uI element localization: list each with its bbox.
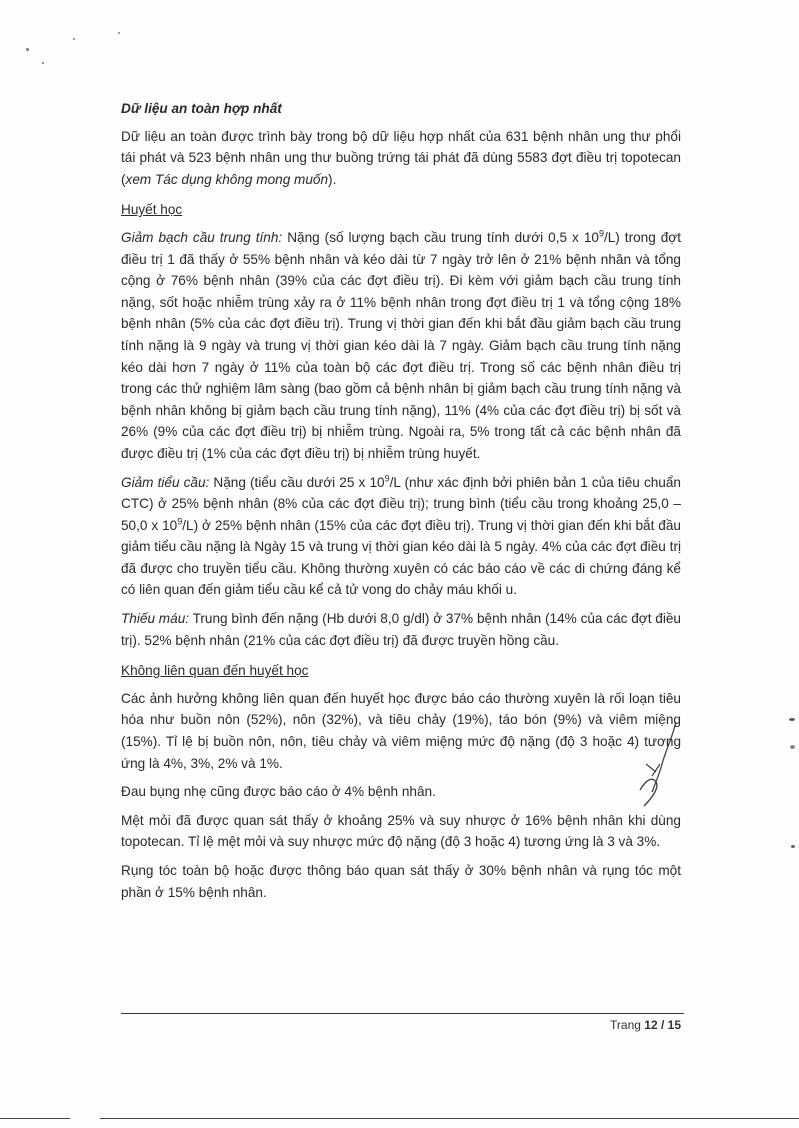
scan-speck [26,48,29,51]
scan-speck [42,62,44,64]
subsection-heading-hematologic: Huyết học [121,202,183,218]
section-heading: Dữ liệu an toàn hợp nhất [121,101,282,116]
thrombocytopenia-paragraph: Giảm tiểu cầu: Nặng (tiểu cầu dưới 25 x $10^9/L$ (như xác định bởi phiên bản 1 của tiêu chuẩn CTC) ở 25% bệnh nhân (8% của các đợt điều trị); trung bình (tiểu cầu trong khoảng 25,0 – 50,0 x $10^9/L$) ở 25% bệnh nhân (15% của các đợt điều trị). Trung vị thời gian đến khi bắt đầu giảm tiểu cầu nặng là Ngày 15 và trung vị thời gian kéo dài là 5 ngày. 4% của các đợt điều trị đã được cho truyền tiểu cầu. Không thường xuyên có các báo cáo về các di chứng đáng kể có liên quan đến giảm tiểu cầu kể cả tử vong do chảy máu khối u. [121,472,681,598]
neutropenia-paragraph: Giảm bạch cầu trung tính: Nặng (số lượng bạch cầu trung tính dưới 0,5 x $10^9/L$) trong đợt điều trị 1 đã thấy ở 55% bệnh nhân và kéo dài từ 7 ngày trở lên ở 21% bệnh nhân và tổng cộng ở 76% bệnh nhân (39% của các đợt điều trị). Đi kèm với giảm bạch cầu trung tính nặng, sốt hoặc nhiễm trùng xảy ra ở 11% bệnh nhân trong đợt điều trị 1 và tổng cộng 18% bệnh nhân (5% của các đợt điều trị). Trung vị thời gian đến khi bắt đầu giảm bạch cầu trung tính nặng là 9 ngày và trung vị thời gian kéo dài là 7 ngày. Giảm bạch cầu trung tính nặng kéo dài hơn 7 ngày ở 11% của toàn bộ các đợt điều trị. Trong số các bệnh nhân điều trị trong các thử nghiệm lâm sàng (bao gồm cả bệnh nhân bị giảm bạch cầu trung tính nặng và bệnh nhân không bị giảm bạch cầu trung tính nặng), 11% (4% của các đợt điều trị) bị sốt và 26% (9% của các đợt điều trị) bị nhiễm trùng. Ngoài ra, 5% trong tất cả các bệnh nhân đã được điều trị (1% của các đợt điều trị) bị nhiễm trùng huyết. [121,228,682,461]
anemia-lead: Thiếu máu: [121,611,190,627]
non-hem-paragraph-3: Mệt mỏi đã được quan sát thấy ở khoảng 25% và suy nhược ở 16% bệnh nhân khi dùng topotecan. Tỉ lệ mệt mỏi và suy nhược mức độ nặng (độ 3 hoặc 4) tương ứng là 3 và 3%. [121,812,681,850]
scan-speck [73,38,75,40]
page-count: 12 / 15 [644,1018,681,1032]
intro-paragraph: Dữ liệu an toàn được trình bày trong bộ dữ liệu hợp nhất của 631 bệnh nhân ung thư phổi tái phát và 523 bệnh nhân ung thư buồng trứng tái phát đã dùng 5583 đợt điều trị topotecan (xem Tác dụng không mong muốn). [121,128,681,187]
non-hem-paragraph-1: Các ảnh hưởng không liên quan đến huyết học được báo cáo thường xuyên là rối loạn tiêu hóa như buồn nôn (52%), nôn (32%), và tiêu chảy (19%), táo bón (9%) và viêm miệng (15%). Tỉ lệ bị buồn nôn, nôn, tiêu chảy và viêm miệng mức độ nặng (độ 3 hoặc 4) tương ứng là 4%, 3%, 2% và 1%. [121,690,681,771]
scan-speck [791,845,795,848]
document-body [121,98,681,910]
footer-divider [121,1013,684,1014]
bottom-divider [100,1118,799,1119]
non-hem-paragraph-2: Đau bụng nhẹ cũng được báo cáo ở 4% bệnh nhân. [121,784,436,800]
anemia-paragraph: Thiếu máu: Trung bình đến nặng (Hb dưới 8,0 g/dl) ở 37% bệnh nhân (14% của các đợt điều trị). 52% bệnh nhân (21% của các đợt điều trị) đã được truyền hồng cầu. [121,611,681,648]
subsection-heading-non-hematologic: Không liên quan đến huyết học [121,663,309,679]
scan-speck [789,718,795,721]
cross-reference: xem Tác dụng không mong muốn [125,171,329,187]
page-label: Trang [610,1018,641,1032]
non-hem-paragraph-4: Rụng tóc toàn bộ hoặc được thông báo quan sát thấy ở 30% bệnh nhân và rụng tóc một phần ở 15% bệnh nhân. [121,863,681,900]
bottom-divider [0,1118,70,1119]
scan-speck [790,745,795,749]
scan-speck [118,32,120,34]
page-number [610,1018,681,1032]
neutropenia-lead: Giảm bạch cầu trung tính: [121,229,283,245]
thrombocytopenia-lead: Giảm tiểu cầu: [121,474,210,490]
